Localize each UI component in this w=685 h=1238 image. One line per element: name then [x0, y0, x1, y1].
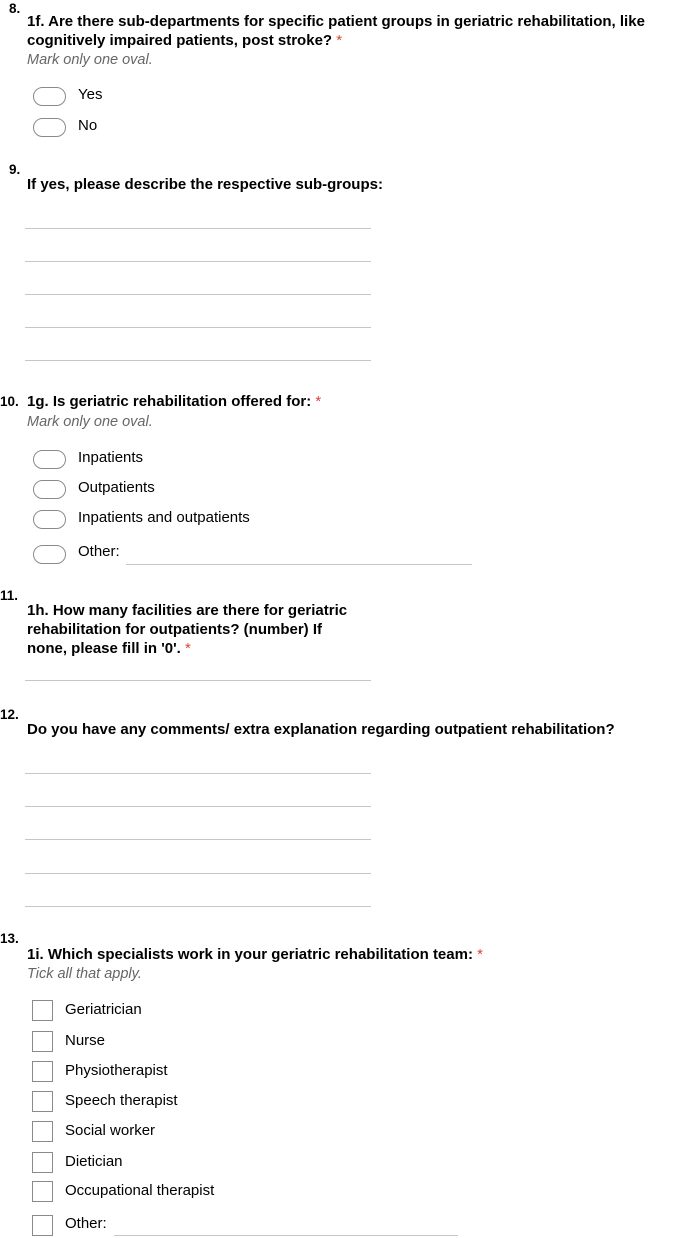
radio-option-inpatients[interactable] — [33, 449, 66, 469]
question-number: 13. — [0, 931, 19, 946]
question-title-line: 1f. Are there sub-departments for specific patient groups in geriatric rehabilitation, like — [27, 13, 645, 30]
option-label: Inpatients — [78, 449, 144, 466]
question-number: 12. — [0, 707, 19, 722]
option-label: Yes — [78, 86, 103, 103]
checkbox-social-worker[interactable] — [32, 1121, 53, 1142]
checkbox-physiotherapist[interactable] — [32, 1061, 53, 1082]
radio-oval[interactable] — [33, 87, 66, 106]
answer-line[interactable] — [25, 873, 371, 874]
question-title — [27, 392, 321, 411]
question-number: 9. — [9, 162, 21, 177]
radio-oval[interactable] — [33, 545, 66, 564]
option-label: Physiotherapist — [65, 1062, 168, 1079]
question-title — [27, 12, 645, 50]
question-hint: Mark only one oval. — [27, 414, 153, 430]
radio-option-other[interactable] — [33, 544, 66, 564]
checkbox-dietician[interactable] — [32, 1152, 53, 1173]
option-label: Other: — [78, 543, 120, 560]
question-title: If yes, please describe the respective sub-groups: — [27, 176, 383, 193]
answer-line[interactable] — [25, 360, 371, 361]
answer-line[interactable] — [25, 327, 371, 328]
radio-option-both[interactable] — [33, 509, 66, 529]
answer-line[interactable] — [25, 839, 371, 840]
question-title: Do you have any comments/ extra explanation regarding outpatient rehabilitation? — [27, 721, 615, 738]
answer-line[interactable] — [25, 906, 371, 907]
answer-line[interactable] — [25, 680, 371, 681]
question-title-line: 1h. How many facilities are there for geriatric — [27, 602, 348, 619]
radio-oval[interactable] — [33, 510, 66, 529]
answer-line[interactable] — [25, 294, 371, 295]
radio-oval[interactable] — [33, 480, 66, 499]
option-label: Speech therapist — [65, 1092, 178, 1109]
radio-oval[interactable] — [33, 450, 66, 469]
question-title-line: none, please fill in '0'. — [27, 640, 181, 657]
checkbox-other[interactable] — [32, 1215, 53, 1236]
option-label: Other: — [65, 1215, 107, 1232]
option-label: Social worker — [65, 1122, 156, 1139]
question-hint: Mark only one oval. — [27, 52, 153, 68]
option-label: Nurse — [65, 1032, 106, 1049]
checkbox-occupational-therapist[interactable] — [32, 1181, 53, 1202]
radio-option-no[interactable] — [33, 117, 66, 137]
radio-option-yes[interactable] — [33, 86, 66, 106]
checkbox-geriatrician[interactable] — [32, 1000, 53, 1021]
checkbox-nurse[interactable] — [32, 1031, 53, 1052]
question-title-line: cognitively impaired patients, post stroke? — [27, 32, 333, 49]
answer-line[interactable] — [25, 806, 371, 807]
required-asterisk: * — [185, 640, 191, 657]
answer-line[interactable] — [25, 773, 371, 774]
option-label: Inpatients and outpatients — [78, 509, 250, 526]
other-input-line[interactable] — [114, 1235, 458, 1236]
question-title-text: 1i. Which specialists work in your geriatric rehabilitation team: — [27, 946, 473, 963]
radio-option-outpatients[interactable] — [33, 479, 66, 499]
question-number: 8. — [9, 1, 21, 16]
question-title-line: rehabilitation for outpatients? (number) If — [27, 621, 322, 638]
question-title — [27, 945, 483, 964]
radio-oval[interactable] — [33, 118, 66, 137]
question-title — [27, 601, 347, 658]
question-number: 11. — [0, 588, 19, 603]
answer-line[interactable] — [25, 261, 371, 262]
option-label: No — [78, 117, 98, 134]
option-label: Outpatients — [78, 479, 155, 496]
question-hint: Tick all that apply. — [27, 966, 142, 982]
answer-line[interactable] — [25, 228, 371, 229]
option-label: Geriatrician — [65, 1001, 142, 1018]
option-label: Dietician — [65, 1153, 123, 1170]
question-number: 10. — [0, 394, 19, 409]
option-label: Occupational therapist — [65, 1182, 215, 1199]
checkbox-speech-therapist[interactable] — [32, 1091, 53, 1112]
required-asterisk: * — [336, 32, 343, 49]
required-asterisk: * — [315, 393, 322, 410]
question-title-text: 1g. Is geriatric rehabilitation offered for: — [27, 393, 312, 410]
required-asterisk: * — [477, 946, 483, 963]
other-input-line[interactable] — [126, 564, 472, 565]
